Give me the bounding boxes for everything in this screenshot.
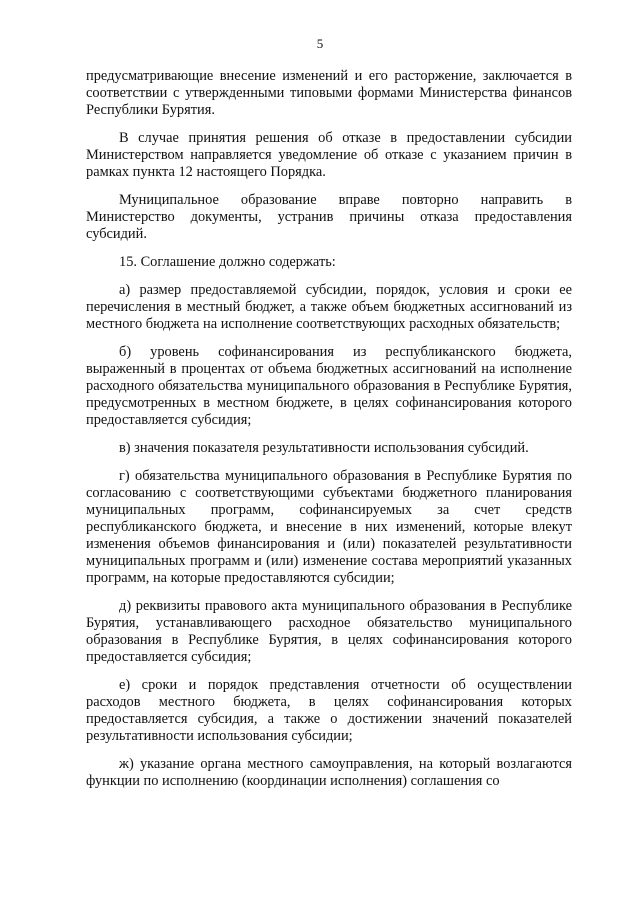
paragraph-continuation: предусматривающие внесение изменений и его расторжение, заключается в соответствии с утвержденными типовыми формами Министерства финансов Республики Бурятия.: [86, 68, 572, 118]
paragraph-item-15: 15. Соглашение должно содержать:: [119, 254, 336, 270]
page-number: 5: [316, 36, 324, 51]
paragraph-item-b: б) уровень софинансирования из республиканского бюджета, выраженный в процентах от объема бюджетных ассигнований на исполнение расходного обязательства муниципального образования в Республике Бурятия, предусмотренных в местном бюджете, в целях софинансирования которого предоставляется субсидия;: [86, 344, 572, 428]
paragraph-item-g: г) обязательства муниципального образования в Республике Бурятия по согласованию с соответствующими субъектами бюджетного планирования муниципальных программ, софинансируемых за счет средств республиканского бюджета, и внесение в них изменений, которые влекут изменения объемов финансирования и (или) показателей результативности муниципальных программ и (или) изменение состава мероприятий указанных программ, на которые предоставляются субсидии;: [86, 468, 572, 586]
paragraph-item-v: в) значения показателя результативности использования субсидий.: [119, 440, 529, 456]
paragraph-item-e: е) сроки и порядок представления отчетности об осуществлении расходов местного бюджета, в целях софинансирования которых предоставляется субсидия, а также о достижении значений показателей результативности использования субсидии;: [86, 677, 572, 744]
paragraph-resubmission: Муниципальное образование вправе повторно направить в Министерство документы, устранив причины отказа предоставления субсидий.: [86, 192, 572, 242]
paragraph-item-d: д) реквизиты правового акта муниципального образования в Республике Бурятия, устанавливающего расходное обязательство муниципального образования в Республике Бурятия, в целях софинансирования которого предоставляется субсидия;: [86, 598, 572, 665]
paragraph-item-a: а) размер предоставляемой субсидии, порядок, условия и сроки ее перечисления в местный бюджет, а также объем бюджетных ассигнований из местного бюджета на исполнение соответствующих расходных обязательств;: [86, 282, 572, 332]
paragraph-refusal-notice: В случае принятия решения об отказе в предоставлении субсидии Министерством направляется уведомление об отказе с указанием причин в рамках пункта 12 настоящего Порядка.: [86, 130, 572, 180]
document-body: [86, 68, 572, 801]
paragraph-item-zh: ж) указание органа местного самоуправления, на который возлагаются функции по исполнению (координации исполнения) соглашения со: [86, 756, 572, 789]
